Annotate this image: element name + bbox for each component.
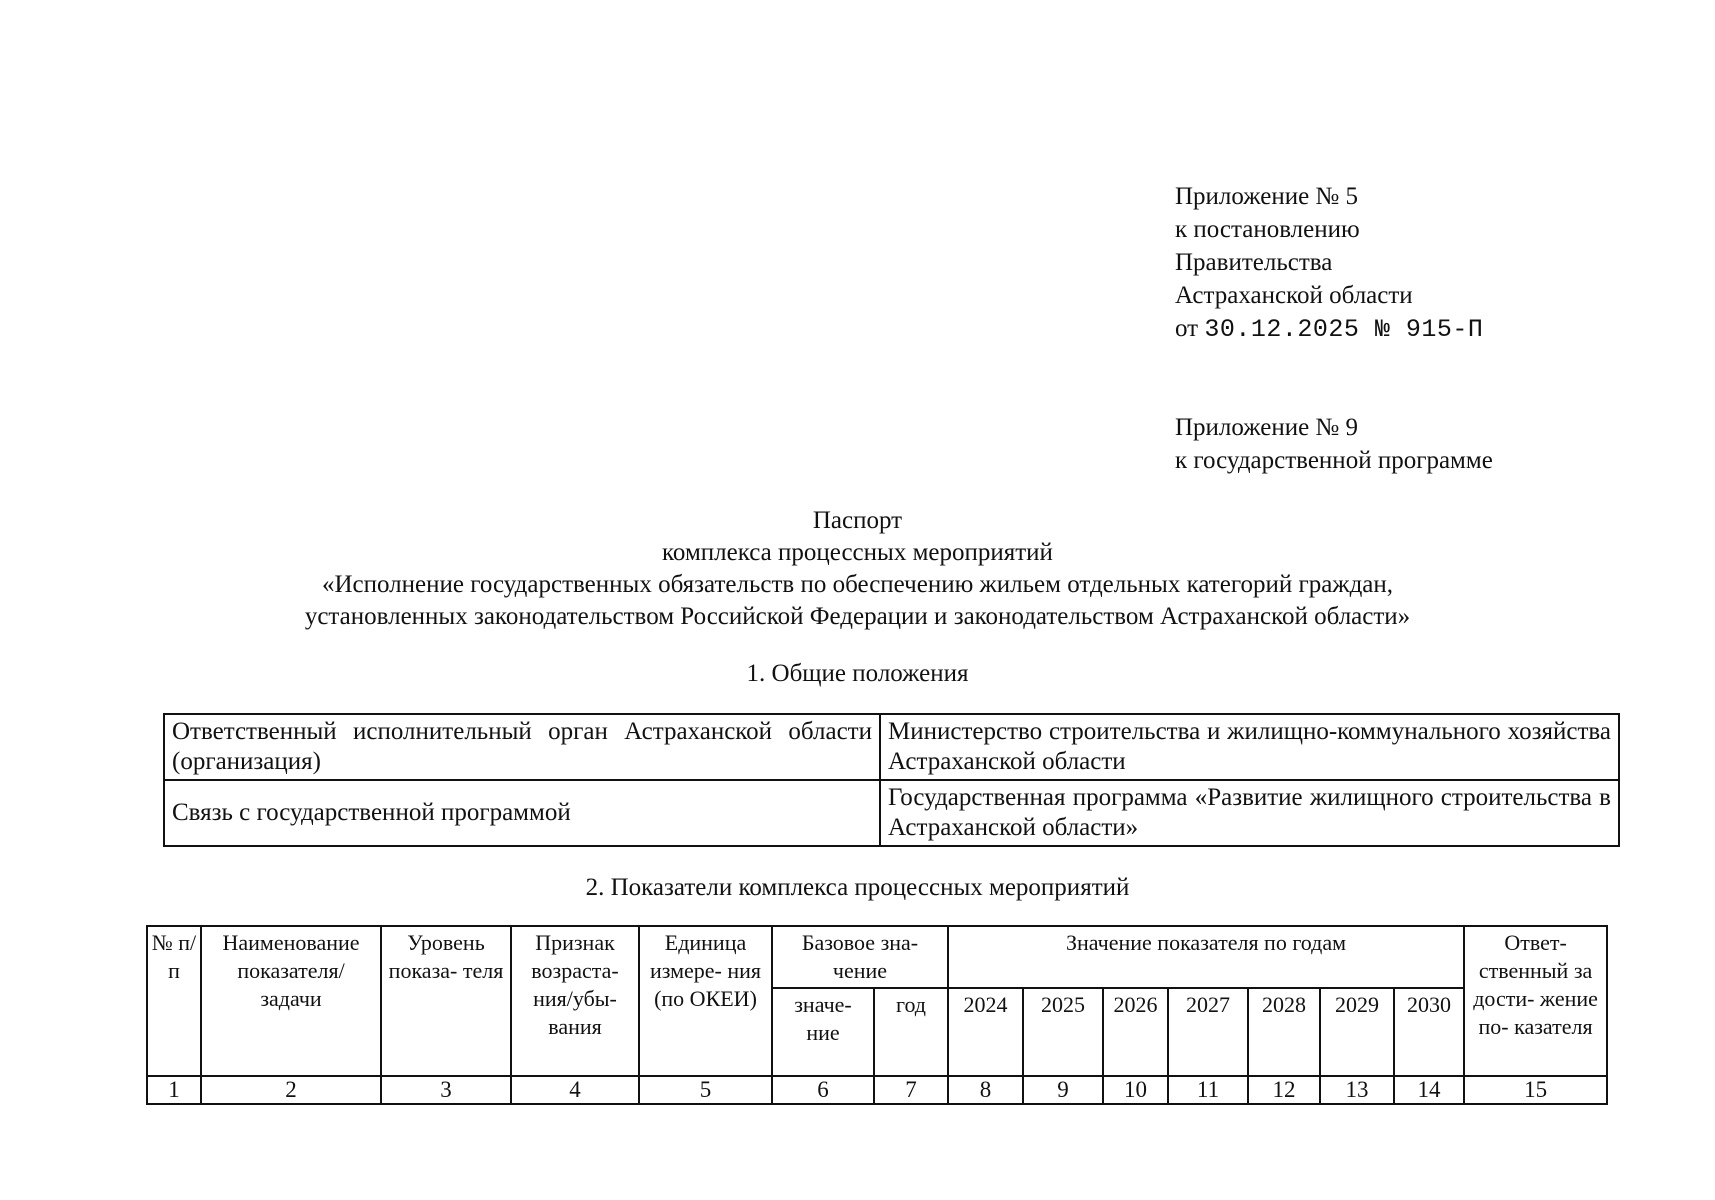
header-level: Уровень показа- теля: [381, 926, 511, 1076]
header-year-2028: 2028: [1248, 988, 1320, 1076]
header-base-value-value: значе- ние: [772, 988, 874, 1076]
program-link-label: Связь с государственной программой: [164, 780, 880, 846]
appendix-5-number: Приложение № 5: [1175, 183, 1359, 210]
header-trend-sign: Признак возраста- ния/убы- вания: [511, 926, 639, 1076]
column-number: 10: [1103, 1076, 1168, 1104]
appendix-9-to-program: к государственной программе: [1175, 447, 1493, 474]
title-line-name-2: установленных законодательством Российской Федерации и законодательством Астраханской области»: [304, 603, 1411, 630]
title-line-complex: комплекса процессных мероприятий: [662, 539, 1053, 566]
appendix-5-government: Правительства: [1175, 249, 1333, 276]
header-year-2030: 2030: [1394, 988, 1464, 1076]
column-number-row: [147, 1076, 1607, 1104]
header-base-value-year: год: [874, 988, 948, 1076]
appendix-9-number: Приложение № 9: [1175, 414, 1359, 441]
column-number: 1: [147, 1076, 201, 1104]
indicators-table: [146, 925, 1608, 1105]
header-year-2025: 2025: [1023, 988, 1103, 1076]
column-number: 14: [1394, 1076, 1464, 1104]
column-number: 12: [1248, 1076, 1320, 1104]
header-values-by-year: Значение показателя по годам: [948, 926, 1464, 988]
column-number: 11: [1168, 1076, 1248, 1104]
column-number: 8: [948, 1076, 1023, 1104]
column-number: 6: [772, 1076, 874, 1104]
header-year-2024: 2024: [948, 988, 1023, 1076]
appendix-9-header: [1175, 411, 1493, 477]
header-year-2027: 2027: [1168, 988, 1248, 1076]
title-line-name-1: «Исполнение государственных обязательств по обеспечению жильем отдельных категорий граждан,: [321, 571, 1394, 598]
responsible-body-value: Министерство строительства и жилищно-коммунального хозяйства Астраханской области: [880, 714, 1619, 780]
header-indicator-name: Наименование показателя/ задачи: [201, 926, 381, 1076]
appendix-5-date-line: [1175, 312, 1483, 346]
header-year-2026: 2026: [1103, 988, 1168, 1076]
general-provisions-table: [163, 713, 1620, 847]
column-number: 7: [874, 1076, 948, 1104]
column-number: 15: [1464, 1076, 1607, 1104]
section-1-heading: 1. Общие положения: [746, 660, 969, 687]
column-number: 5: [639, 1076, 772, 1104]
appendix-5-to-resolution: к постановлению: [1175, 216, 1360, 243]
table-row: [164, 780, 1619, 846]
responsible-body-label: Ответственный исполнительный орган Астраханской области (организация): [164, 714, 880, 780]
column-number: 2: [201, 1076, 381, 1104]
document-title: [0, 505, 1715, 633]
table-row: [164, 714, 1619, 780]
program-link-value: Государственная программа «Развитие жилищного строительства в Астраханской области»: [880, 780, 1619, 846]
title-line-passport: Паспорт: [812, 507, 903, 534]
column-number: 4: [511, 1076, 639, 1104]
header-num: № п/п: [147, 926, 201, 1076]
appendix-5-date-prefix: от: [1175, 315, 1199, 342]
appendix-5-date-value: 30.12.2025 № 915-П: [1204, 315, 1484, 344]
column-number: 9: [1023, 1076, 1103, 1104]
column-number: 13: [1320, 1076, 1394, 1104]
header-row-1: [147, 926, 1607, 988]
header-year-2029: 2029: [1320, 988, 1394, 1076]
appendix-5-header: [1175, 180, 1483, 346]
header-responsible: Ответ- ственный за дости- жение по- казателя: [1464, 926, 1607, 1076]
appendix-5-region: Астраханской области: [1175, 282, 1413, 309]
header-unit: Единица измере- ния (по ОКЕИ): [639, 926, 772, 1076]
column-number: 3: [381, 1076, 511, 1104]
header-base-value: Базовое зна- чение: [772, 926, 948, 988]
section-2-heading: 2. Показатели комплекса процессных мероприятий: [585, 874, 1130, 901]
